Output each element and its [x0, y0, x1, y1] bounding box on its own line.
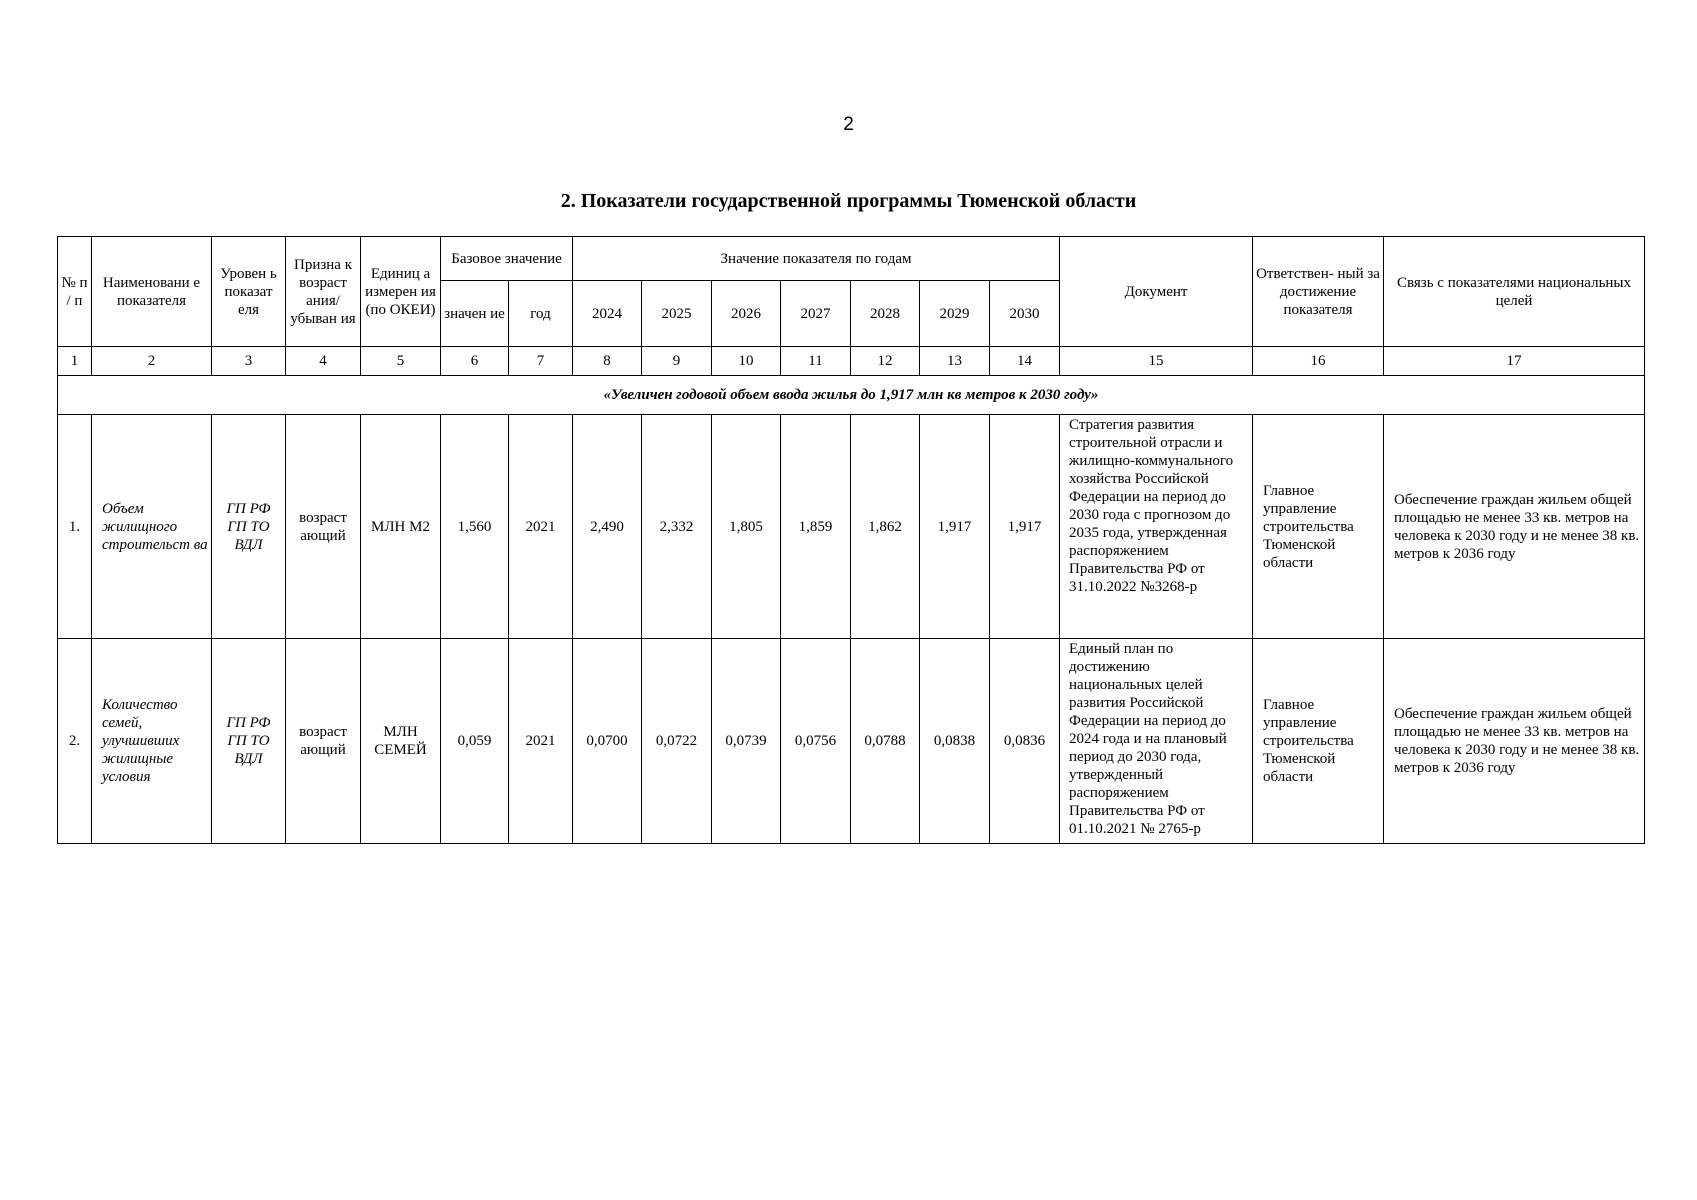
- column-number: 10: [712, 347, 781, 376]
- header-year: 2026: [712, 281, 781, 347]
- year-value: 0,0756: [781, 639, 851, 844]
- responsible-text: Главное управление строительства Тюменской области: [1253, 639, 1384, 844]
- year-value: 2,332: [642, 415, 712, 639]
- header-name: Наименовани е показателя: [92, 237, 212, 347]
- header-year: 2030: [990, 281, 1060, 347]
- year-value: 1,859: [781, 415, 851, 639]
- column-number: 5: [361, 347, 441, 376]
- year-value: 0,0739: [712, 639, 781, 844]
- column-number: 11: [781, 347, 851, 376]
- base-year: 2021: [509, 639, 573, 844]
- year-value: 2,490: [573, 415, 642, 639]
- base-value: 0,059: [441, 639, 509, 844]
- page-number: 2: [843, 114, 854, 135]
- column-number: 8: [573, 347, 642, 376]
- document-text: Стратегия развития строительной отрасли и жилищно-коммунального хозяйства Российской Федерации на период до 2030 года с прогнозом до 2035 года, утвержденная распоряжением Правительства РФ от 31.10.2022 №3268-р: [1060, 415, 1253, 639]
- column-number: 15: [1060, 347, 1253, 376]
- table-row: [58, 415, 1645, 639]
- indicator-unit: МЛН СЕМЕЙ: [361, 639, 441, 844]
- indicator-name: Количество семей, улучшивших жилищные условия: [92, 639, 212, 844]
- indicator-sign: возраст ающий: [286, 415, 361, 639]
- year-value: 1,917: [920, 415, 990, 639]
- year-value: 0,0836: [990, 639, 1060, 844]
- column-number: 6: [441, 347, 509, 376]
- header-year: 2027: [781, 281, 851, 347]
- year-value: 0,0788: [851, 639, 920, 844]
- column-number-row: [58, 347, 1645, 376]
- header-responsible: Ответствен- ный за достижение показателя: [1253, 237, 1384, 347]
- year-value: 1,862: [851, 415, 920, 639]
- national-goals-link: Обеспечение граждан жильем общей площадью не менее 33 кв. метров на человека к 2030 году и не менее 38 кв. метров к 2036 году: [1384, 639, 1645, 844]
- column-number: 17: [1384, 347, 1645, 376]
- year-value: 0,0722: [642, 639, 712, 844]
- column-number: 7: [509, 347, 573, 376]
- base-year: 2021: [509, 415, 573, 639]
- header-document: Документ: [1060, 237, 1253, 347]
- indicators-table: [57, 236, 1645, 844]
- column-number: 9: [642, 347, 712, 376]
- base-value: 1,560: [441, 415, 509, 639]
- section-row: [58, 376, 1645, 415]
- column-number: 16: [1253, 347, 1384, 376]
- header-year: 2028: [851, 281, 920, 347]
- header-sign: Призна к возраст ания/ убыван ия: [286, 237, 361, 347]
- indicator-level: ГП РФ ГП ТО ВДЛ: [212, 639, 286, 844]
- column-number: 12: [851, 347, 920, 376]
- header-base-value: значен ие: [441, 281, 509, 347]
- header-link: Связь с показателями национальных целей: [1384, 237, 1645, 347]
- indicator-name: Объем жилищного строительст ва: [92, 415, 212, 639]
- indicator-level: ГП РФ ГП ТО ВДЛ: [212, 415, 286, 639]
- header-unit: Единиц а измерен ия (по ОКЕИ): [361, 237, 441, 347]
- header-year: 2029: [920, 281, 990, 347]
- header-base: Базовое значение: [441, 237, 573, 281]
- header-base-year: год: [509, 281, 573, 347]
- header-num: № п / п: [58, 237, 92, 347]
- column-number: 3: [212, 347, 286, 376]
- column-number: 4: [286, 347, 361, 376]
- national-goals-link: Обеспечение граждан жильем общей площадью не менее 33 кв. метров на человека к 2030 году и не менее 38 кв. метров к 2036 году: [1384, 415, 1645, 639]
- column-number: 14: [990, 347, 1060, 376]
- header-row-1: [58, 237, 1645, 281]
- row-num: 1.: [58, 415, 92, 639]
- column-number: 2: [92, 347, 212, 376]
- header-years-group: Значение показателя по годам: [573, 237, 1060, 281]
- column-number: 1: [58, 347, 92, 376]
- document-text: Единый план по достижению национальных целей развития Российской Федерации на период до 2024 года и на плановый период до 2030 года, утвержденный распоряжением Правительства РФ от 01.10.2021 № 2765-р: [1060, 639, 1253, 844]
- row-num: 2.: [58, 639, 92, 844]
- responsible-text: Главное управление строительства Тюменской области: [1253, 415, 1384, 639]
- year-value: 0,0838: [920, 639, 990, 844]
- header-level: Уровен ь показат еля: [212, 237, 286, 347]
- indicator-sign: возраст ающий: [286, 639, 361, 844]
- year-value: 0,0700: [573, 639, 642, 844]
- header-year: 2024: [573, 281, 642, 347]
- header-year: 2025: [642, 281, 712, 347]
- page-title: 2. Показатели государственной программы Тюменской области: [560, 190, 1137, 212]
- indicator-unit: МЛН М2: [361, 415, 441, 639]
- year-value: 1,805: [712, 415, 781, 639]
- section-title: «Увеличен годовой объем ввода жилья до 1,917 млн кв метров к 2030 году»: [58, 376, 1645, 415]
- table-row: [58, 639, 1645, 844]
- year-value: 1,917: [990, 415, 1060, 639]
- column-number: 13: [920, 347, 990, 376]
